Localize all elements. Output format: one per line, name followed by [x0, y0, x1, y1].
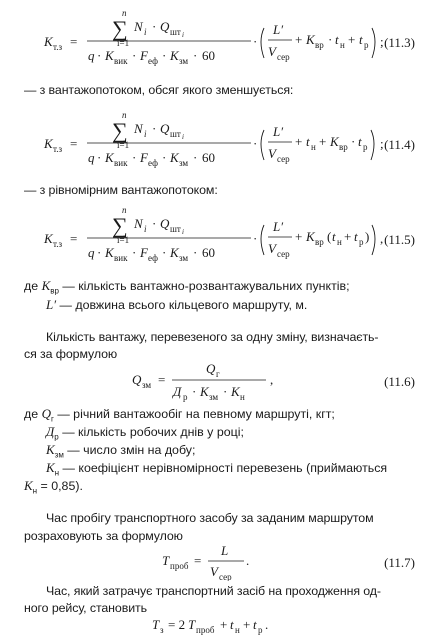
svg-text:зм: зм: [179, 56, 189, 66]
svg-text:шт: шт: [170, 129, 181, 139]
equation-11-4: [30, 106, 390, 182]
svg-text:=: =: [70, 34, 78, 49]
svg-text:K: K: [44, 34, 53, 49]
svg-text:·: ·: [97, 48, 102, 63]
svg-text:q: q: [88, 48, 95, 63]
svg-text:·: ·: [97, 150, 102, 165]
svg-text:t: t: [354, 229, 358, 244]
svg-text:+: +: [344, 229, 352, 244]
svg-text:V: V: [268, 241, 276, 256]
svg-text:+: +: [295, 134, 303, 149]
svg-text:∑: ∑: [112, 213, 128, 238]
svg-text:·: ·: [223, 384, 228, 399]
paragraph-trip-time-1: Час, який затрачує транспортний засіб на проходження од-: [46, 584, 381, 598]
svg-text:i: i: [144, 27, 147, 37]
svg-text:K: K: [231, 384, 240, 399]
svg-text:=: =: [158, 372, 166, 387]
svg-text:T: T: [188, 617, 196, 632]
svg-text:= 2: = 2: [168, 617, 186, 632]
equation-11-3: [30, 4, 390, 82]
svg-text:сер: сер: [277, 52, 290, 62]
equation-11-6: [130, 360, 300, 402]
paragraph-uniform-flow: — з рівномірним вантажопотоком:: [24, 183, 218, 197]
svg-text:t: t: [335, 32, 339, 47]
definition-kvr: де $K_{вр}$ — кількість вантажно-розвантажувальних пунктів;: [24, 278, 350, 296]
svg-text:Q: Q: [160, 121, 170, 136]
svg-text:t: t: [306, 134, 310, 149]
svg-text:зм: зм: [179, 158, 189, 168]
svg-text:60: 60: [202, 48, 215, 63]
svg-text:q: q: [88, 150, 95, 165]
svg-text:K: K: [200, 384, 209, 399]
svg-text:.: .: [246, 553, 250, 568]
svg-text:сер: сер: [219, 572, 232, 581]
svg-text:q: q: [88, 245, 95, 260]
svg-text:вр: вр: [315, 40, 324, 50]
equation-11-5: [30, 201, 390, 277]
definition-l: L′ — довжина всього кільцевого маршруту, м.: [46, 297, 308, 312]
definition-kn: $K_н$ — коефіцієнт нерівномірності перевезень (приймаються: [46, 460, 388, 478]
svg-text:·: ·: [152, 19, 157, 34]
svg-text:t: t: [230, 617, 234, 632]
svg-text:·: ·: [162, 150, 167, 165]
definition-lead: де: [24, 279, 39, 293]
svg-text:н: н: [337, 237, 342, 247]
equation-number-11-5: (11.5): [384, 232, 415, 247]
svg-text:·: ·: [328, 32, 333, 47]
svg-text:еф: еф: [148, 158, 158, 168]
definition-kn-value: $K_н = 0,85$).: [24, 478, 83, 496]
svg-text:проб: проб: [170, 561, 189, 571]
svg-text:N: N: [134, 19, 143, 34]
paragraph-trip-time-2: ного рейсу, становить: [24, 601, 147, 615]
svg-text:V: V: [210, 564, 218, 579]
svg-text:·: ·: [351, 134, 356, 149]
svg-text:·: ·: [192, 384, 197, 399]
svg-text:i: i: [144, 129, 147, 139]
equation-11-7: [160, 543, 260, 581]
svg-text:р: р: [359, 237, 364, 247]
svg-text:зм: зм: [179, 253, 189, 263]
svg-text:·: ·: [253, 34, 258, 49]
svg-text:L′: L′: [273, 219, 284, 234]
svg-text:K: K: [105, 48, 114, 63]
svg-text:+: +: [220, 617, 228, 632]
svg-text:вик: вик: [114, 253, 128, 263]
svg-text:Д: Д: [173, 384, 182, 399]
svg-text:∑: ∑: [112, 16, 128, 41]
paragraph-cargo-per-shift-2: ся за формулою: [24, 347, 118, 361]
svg-text:K: K: [105, 150, 114, 165]
definition-kzm: $K_{зм}$ — число змін на добу;: [46, 442, 196, 460]
svg-text:Q: Q: [160, 19, 170, 34]
equation-number-11-7: (11.7): [384, 555, 415, 570]
svg-text:·: ·: [253, 231, 258, 246]
svg-text:р: р: [258, 625, 263, 635]
svg-text:·: ·: [132, 48, 137, 63]
svg-text:T: T: [152, 617, 160, 632]
svg-text:вик: вик: [114, 56, 128, 66]
definition-qg-text: — річний вантажообіг на певному маршруті, кгт;: [57, 407, 335, 421]
equation-trip-time: [150, 614, 290, 636]
svg-text:·: ·: [253, 136, 258, 151]
svg-text:L′: L′: [273, 124, 284, 139]
svg-text:·: ·: [132, 150, 137, 165]
svg-text:n: n: [122, 205, 127, 215]
svg-text:т.з: т.з: [53, 239, 63, 249]
svg-text:K: K: [170, 150, 179, 165]
svg-text:t: t: [358, 134, 362, 149]
definition-dr: $Д_р$ — кількість робочих днів у році;: [46, 424, 244, 442]
svg-text:еф: еф: [148, 253, 158, 263]
svg-text:K: K: [44, 231, 53, 246]
svg-text:·: ·: [152, 121, 157, 136]
svg-text:проб: проб: [196, 625, 215, 635]
svg-text:60: 60: [202, 150, 215, 165]
svg-text:·: ·: [132, 245, 137, 260]
svg-text:з: з: [160, 625, 164, 635]
definition-dr-text: — кількість робочих днів у році;: [62, 425, 244, 439]
svg-text:K: K: [330, 134, 339, 149]
svg-text:сер: сер: [277, 154, 290, 164]
svg-text:+: +: [295, 229, 303, 244]
svg-text:+: +: [348, 32, 356, 47]
svg-text:K: K: [44, 136, 53, 151]
svg-text:зм: зм: [209, 392, 219, 402]
svg-text:60: 60: [202, 245, 215, 260]
svg-text:+: +: [319, 134, 327, 149]
svg-text:K: K: [105, 245, 114, 260]
svg-text:сер: сер: [277, 249, 290, 259]
svg-text:г: г: [216, 369, 220, 379]
definition-lead-2: де: [24, 407, 39, 421]
svg-text:=: =: [70, 231, 78, 246]
equation-11-3-tail: ;: [380, 34, 384, 49]
svg-text:i=1: i=1: [117, 235, 130, 245]
svg-text:.: .: [265, 617, 269, 632]
svg-text:N: N: [134, 121, 143, 136]
svg-text:·: ·: [162, 245, 167, 260]
svg-text:р: р: [364, 40, 369, 50]
equation-number-11-4: (11.4): [384, 137, 415, 152]
svg-text:вр: вр: [315, 237, 324, 247]
definition-kzm-text: — число змін на добу;: [67, 443, 196, 457]
svg-text:V: V: [268, 146, 276, 161]
svg-text:L: L: [221, 543, 229, 558]
svg-text:K: K: [306, 229, 315, 244]
svg-text:K: K: [170, 245, 179, 260]
svg-text:F: F: [140, 150, 148, 165]
definition-qg: де $Q_г$ — річний вантажообіг на певному маршруті, кгт;: [24, 406, 335, 424]
svg-text:·: ·: [193, 245, 198, 260]
svg-text:еф: еф: [148, 56, 158, 66]
svg-text:=: =: [70, 136, 78, 151]
definition-l-text: — довжина всього кільцевого маршруту, м.: [59, 298, 308, 312]
svg-text:i: i: [182, 133, 184, 141]
svg-text:шт: шт: [170, 224, 181, 234]
svg-text:·: ·: [152, 216, 157, 231]
svg-text:+: +: [295, 32, 303, 47]
svg-text:+: +: [243, 617, 251, 632]
svg-text:вр: вр: [339, 142, 348, 152]
svg-text:·: ·: [193, 150, 198, 165]
svg-text:т.з: т.з: [53, 144, 63, 154]
svg-text:F: F: [140, 48, 148, 63]
svg-text:р: р: [363, 142, 368, 152]
svg-text:=: =: [194, 553, 202, 568]
svg-text:V: V: [268, 44, 276, 59]
svg-text:): ): [365, 229, 370, 244]
svg-text:т.з: т.з: [53, 42, 63, 52]
svg-text:шт: шт: [170, 27, 181, 37]
svg-text:i=1: i=1: [117, 38, 130, 48]
svg-text:K: K: [170, 48, 179, 63]
svg-text:·: ·: [97, 245, 102, 260]
svg-text:n: n: [122, 110, 127, 120]
svg-text:зм: зм: [142, 380, 152, 390]
svg-text:i=1: i=1: [117, 140, 130, 150]
paragraph-travel-time-2: розраховують за формулою: [24, 529, 183, 543]
svg-text:i: i: [182, 31, 184, 39]
svg-text:T: T: [162, 553, 170, 568]
definition-kn-text: — коефіцієнт нерівномірності перевезень (приймаються: [62, 461, 388, 475]
svg-text:n: n: [122, 8, 127, 18]
svg-text:t: t: [332, 229, 336, 244]
equation-number-11-6: (11.6): [384, 374, 415, 389]
paragraph-cargo-per-shift-1: Кількість вантажу, перевезеного за одну зміну, визначаєть-: [46, 330, 379, 344]
svg-text:р: р: [183, 392, 188, 402]
svg-text:,: ,: [270, 372, 274, 387]
paragraph-decreasing-flow: — з вантажопотоком, обсяг якого зменшується:: [24, 83, 294, 97]
equation-11-4-tail: ;: [380, 136, 384, 151]
svg-text:K: K: [306, 32, 315, 47]
svg-text:t: t: [253, 617, 257, 632]
equation-number-11-3: (11.3): [384, 35, 415, 50]
svg-text:Q: Q: [206, 361, 216, 376]
svg-text:н: н: [311, 142, 316, 152]
svg-text:н: н: [240, 392, 245, 402]
svg-text:i: i: [144, 224, 147, 234]
svg-text:·: ·: [193, 48, 198, 63]
svg-text:i: i: [182, 228, 184, 236]
svg-text:L′: L′: [273, 22, 284, 37]
svg-text:·: ·: [162, 48, 167, 63]
svg-text:t: t: [359, 32, 363, 47]
svg-text:∑: ∑: [112, 118, 128, 143]
svg-text:н: н: [235, 625, 240, 635]
definition-kvr-text: — кількість вантажно-розвантажувальних пунктів;: [62, 279, 350, 293]
svg-text:N: N: [134, 216, 143, 231]
svg-text:вик: вик: [114, 158, 128, 168]
equation-11-5-tail: ,: [380, 231, 384, 246]
definition-kn-value-text: = 0,85).: [40, 479, 83, 493]
svg-text:н: н: [340, 40, 345, 50]
svg-text:Q: Q: [160, 216, 170, 231]
svg-text:(: (: [327, 229, 332, 244]
paragraph-travel-time-1: Час пробігу транспортного засобу за заданим маршрутом: [46, 511, 374, 525]
svg-text:Q: Q: [132, 372, 142, 387]
svg-text:F: F: [140, 245, 148, 260]
